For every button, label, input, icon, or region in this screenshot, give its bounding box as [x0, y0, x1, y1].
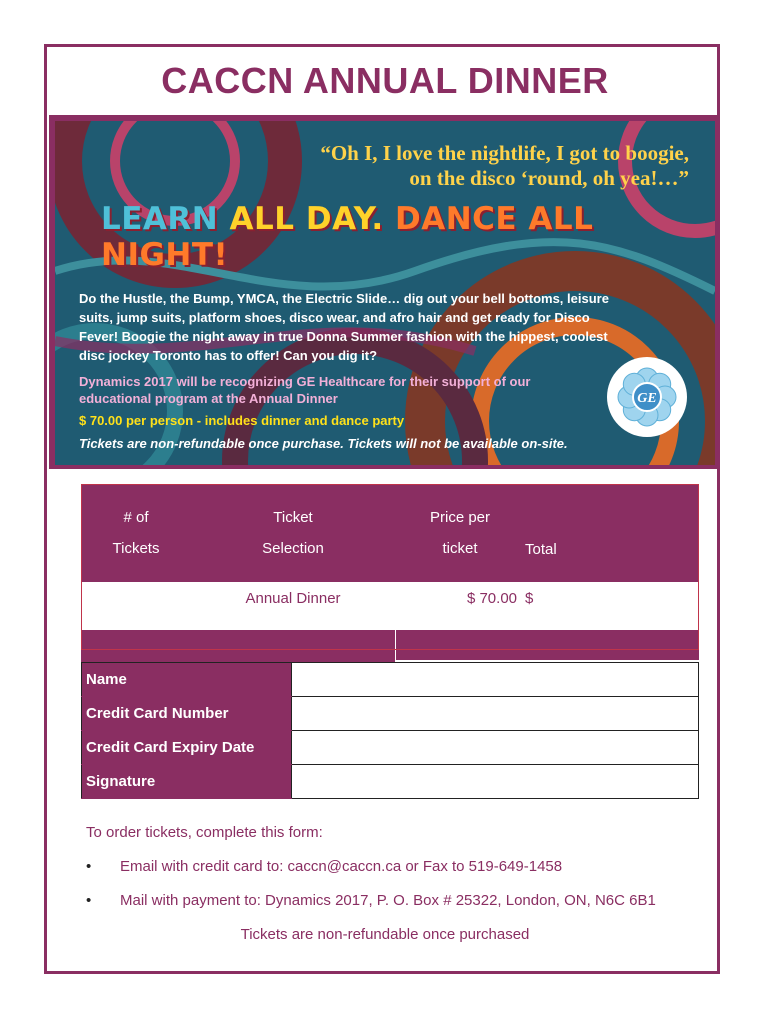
- form-row-cc-expiry: [82, 731, 699, 765]
- cc-expiry-field[interactable]: [292, 731, 699, 765]
- cc-number-label: Credit Card Number: [82, 697, 292, 731]
- signature-label: Signature: [82, 765, 292, 799]
- event-description: Do the Hustle, the Bump, YMCA, the Electric Slide… dig out your bell bottoms, leisure suits, jump suits, platform shoes, disco wear, and afro hair and get ready for Disco Fever! Boogie the night away in true Donna Summer fashion with the hippest, coolest disc jockey Toronto has to offer! Can you dig it?: [79, 291, 609, 363]
- name-label: Name: [82, 663, 292, 697]
- form-row-name: [82, 663, 699, 697]
- page-title: CACCN ANNUAL DINNER: [161, 60, 609, 101]
- non-refundable-notice: Tickets are non-refundable once purchase. Tickets will not be available on-site.: [79, 436, 568, 451]
- headline-dance-all-night: DANCE ALL NIGHT!: [101, 201, 594, 273]
- ticket-order-table: [81, 484, 699, 690]
- poster-headline: [101, 201, 715, 273]
- header-num-tickets: [81, 484, 191, 582]
- quote-line-2: on the disco ‘round, oh yea!…”: [409, 166, 689, 190]
- ge-flower-icon: [607, 357, 687, 437]
- header-ticket-line2: Selection: [262, 540, 324, 557]
- table-row-blank: [81, 630, 699, 660]
- blank-cell-right: [395, 630, 699, 660]
- order-instructions-heading: To order tickets, complete this form:: [86, 824, 323, 841]
- list-item: [86, 858, 562, 875]
- headline-learn: LEARN: [101, 201, 219, 237]
- header-price-line2: ticket: [442, 540, 478, 557]
- bullet-icon: •: [86, 892, 92, 909]
- cc-number-field[interactable]: [292, 697, 699, 731]
- header-total-label: Total: [525, 540, 557, 558]
- name-field[interactable]: [292, 663, 699, 697]
- form-row-signature: [82, 765, 699, 799]
- item-total-cell[interactable]: $: [525, 582, 699, 630]
- table-row: [81, 582, 699, 630]
- cc-expiry-label: Credit Card Expiry Date: [82, 731, 292, 765]
- bullet-icon: •: [86, 858, 92, 875]
- header-num-tickets-line2: Tickets: [112, 540, 160, 557]
- header-price-line1: Price per: [429, 509, 491, 526]
- svg-text:GE: GE: [637, 391, 657, 406]
- header-ticket-line1: Ticket: [273, 509, 313, 526]
- item-price-cell: $ 70.00: [395, 582, 525, 630]
- header-total: [525, 484, 699, 582]
- disco-quote: [320, 141, 689, 191]
- event-poster: [49, 115, 719, 469]
- form-row-cc-number: [82, 697, 699, 731]
- poster-artwork: [55, 121, 715, 465]
- ge-healthcare-logo-icon: [607, 357, 687, 437]
- item-name-cell: Annual Dinner: [191, 582, 395, 630]
- signature-field[interactable]: [292, 765, 699, 799]
- quantity-cell[interactable]: [81, 582, 191, 630]
- sponsor-recognition: Dynamics 2017 will be recognizing GE Healthcare for their support of our educational program at the Annual Dinner: [79, 374, 531, 406]
- blank-cell-left: [81, 630, 395, 660]
- quote-line-1: “Oh I, I love the nightlife, I got to boogie,: [320, 141, 689, 165]
- header-ticket-selection: [191, 484, 395, 582]
- list-item: [86, 892, 656, 909]
- price-per-person: $ 70.00 per person - includes dinner and dance party: [79, 413, 405, 428]
- payment-form: [81, 662, 699, 799]
- header-num-tickets-line1: # of: [123, 509, 149, 526]
- headline-all-day: ALL DAY.: [218, 201, 384, 237]
- table-header-row: [81, 484, 699, 582]
- mail-instruction: Mail with payment to: Dynamics 2017, P. O. Box # 25322, London, ON, N6C 6B1: [120, 892, 656, 909]
- email-fax-instruction: Email with credit card to: caccn@caccn.ca or Fax to 519-649-1458: [120, 858, 563, 875]
- header-price-per-ticket: [395, 484, 525, 582]
- non-refundable-footer: Tickets are non-refundable once purchased: [240, 926, 530, 943]
